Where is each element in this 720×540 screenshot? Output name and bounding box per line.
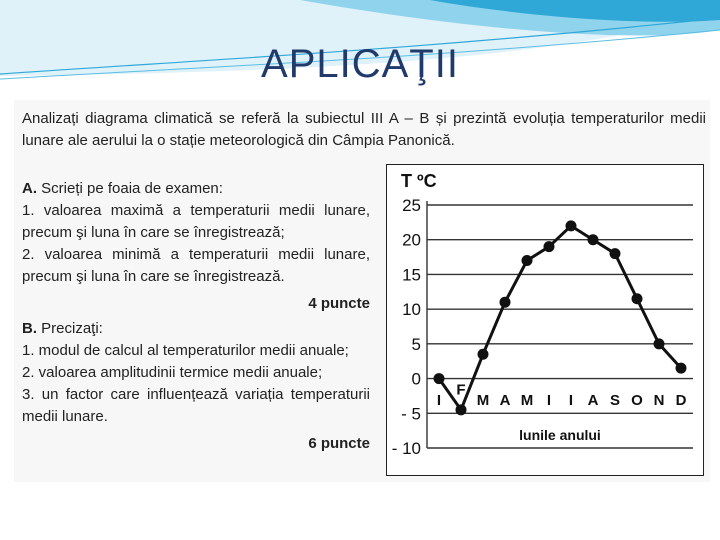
x-tick-label: A bbox=[499, 391, 511, 409]
section-a-item-2: 2. valoarea minimă a temperaturii medii lunare, precum şi luna în care se înregistrează. bbox=[22, 246, 370, 285]
x-tick-label: N bbox=[653, 391, 665, 409]
data-point bbox=[654, 338, 665, 349]
data-point bbox=[632, 293, 643, 304]
y-tick-label: 20 bbox=[402, 230, 421, 250]
section-a-points: 4 puncte bbox=[308, 295, 370, 312]
y-tick-label: 5 bbox=[411, 334, 421, 354]
x-tick-label: F bbox=[456, 381, 466, 399]
section-b-item-2: 2. valoarea amplitudinii termice medii anuale; bbox=[22, 364, 323, 381]
data-point bbox=[566, 220, 577, 231]
x-tick-label: I bbox=[436, 391, 442, 409]
x-tick-label: M bbox=[520, 391, 534, 409]
temperature-line bbox=[436, 226, 681, 410]
data-point bbox=[500, 297, 511, 308]
intro-text: Analizați diagrama climatică se referă la subiectul III A – B și prezintă evoluția temperaturilor medii lunare ale aerului la o stație meteorologică din Câmpia Panonică. bbox=[22, 110, 706, 149]
section-b-label: B. bbox=[22, 320, 37, 337]
x-tick-label: A bbox=[587, 391, 599, 409]
section-a-heading bbox=[22, 178, 370, 200]
y-tick-label: - 10 bbox=[391, 439, 421, 458]
section-b-heading bbox=[22, 318, 370, 340]
y-tick-label: 10 bbox=[402, 300, 421, 320]
section-a-heading-text: Scrieți pe foaia de examen: bbox=[37, 180, 223, 197]
x-tick-label: I bbox=[568, 391, 574, 409]
y-tick-label: 15 bbox=[402, 265, 421, 285]
y-tick-label: 25 bbox=[402, 196, 421, 215]
section-a-label: A. bbox=[22, 180, 37, 197]
x-tick-label: S bbox=[609, 391, 621, 409]
data-point bbox=[610, 248, 621, 259]
climate-chart bbox=[386, 164, 704, 476]
section-b-heading-text: Precizaţi: bbox=[37, 320, 103, 337]
x-tick-label: D bbox=[675, 391, 687, 409]
section-a-item-1: 1. valoarea maximă a temperaturii medii lunare, precum şi luna în care se înregistrează; bbox=[22, 202, 370, 241]
data-point bbox=[434, 373, 445, 384]
slide-title: APLICAŢII bbox=[261, 42, 459, 86]
data-point bbox=[544, 241, 555, 252]
y-tick-label: 0 bbox=[411, 369, 421, 389]
x-tick-label: M bbox=[476, 391, 490, 409]
x-tick-label: O bbox=[631, 391, 643, 409]
y-unit-label: T ºC bbox=[401, 171, 437, 191]
climate-chart-svg bbox=[387, 165, 703, 475]
data-point bbox=[478, 349, 489, 360]
data-point bbox=[522, 255, 533, 266]
section-b bbox=[22, 318, 370, 428]
x-axis-label: lunile anului bbox=[519, 427, 601, 443]
section-a bbox=[22, 178, 370, 288]
data-point bbox=[676, 363, 687, 374]
section-b-item-1: 1. modul de calcul al temperaturilor medii anuale; bbox=[22, 342, 349, 359]
x-tick-label: I bbox=[546, 391, 552, 409]
data-point bbox=[588, 234, 599, 245]
section-b-item-3: 3. un factor care influențează variația temperaturii medii lunare. bbox=[22, 386, 370, 425]
section-b-points: 6 puncte bbox=[308, 435, 370, 452]
y-tick-label: - 5 bbox=[401, 404, 421, 424]
data-point bbox=[456, 404, 467, 415]
